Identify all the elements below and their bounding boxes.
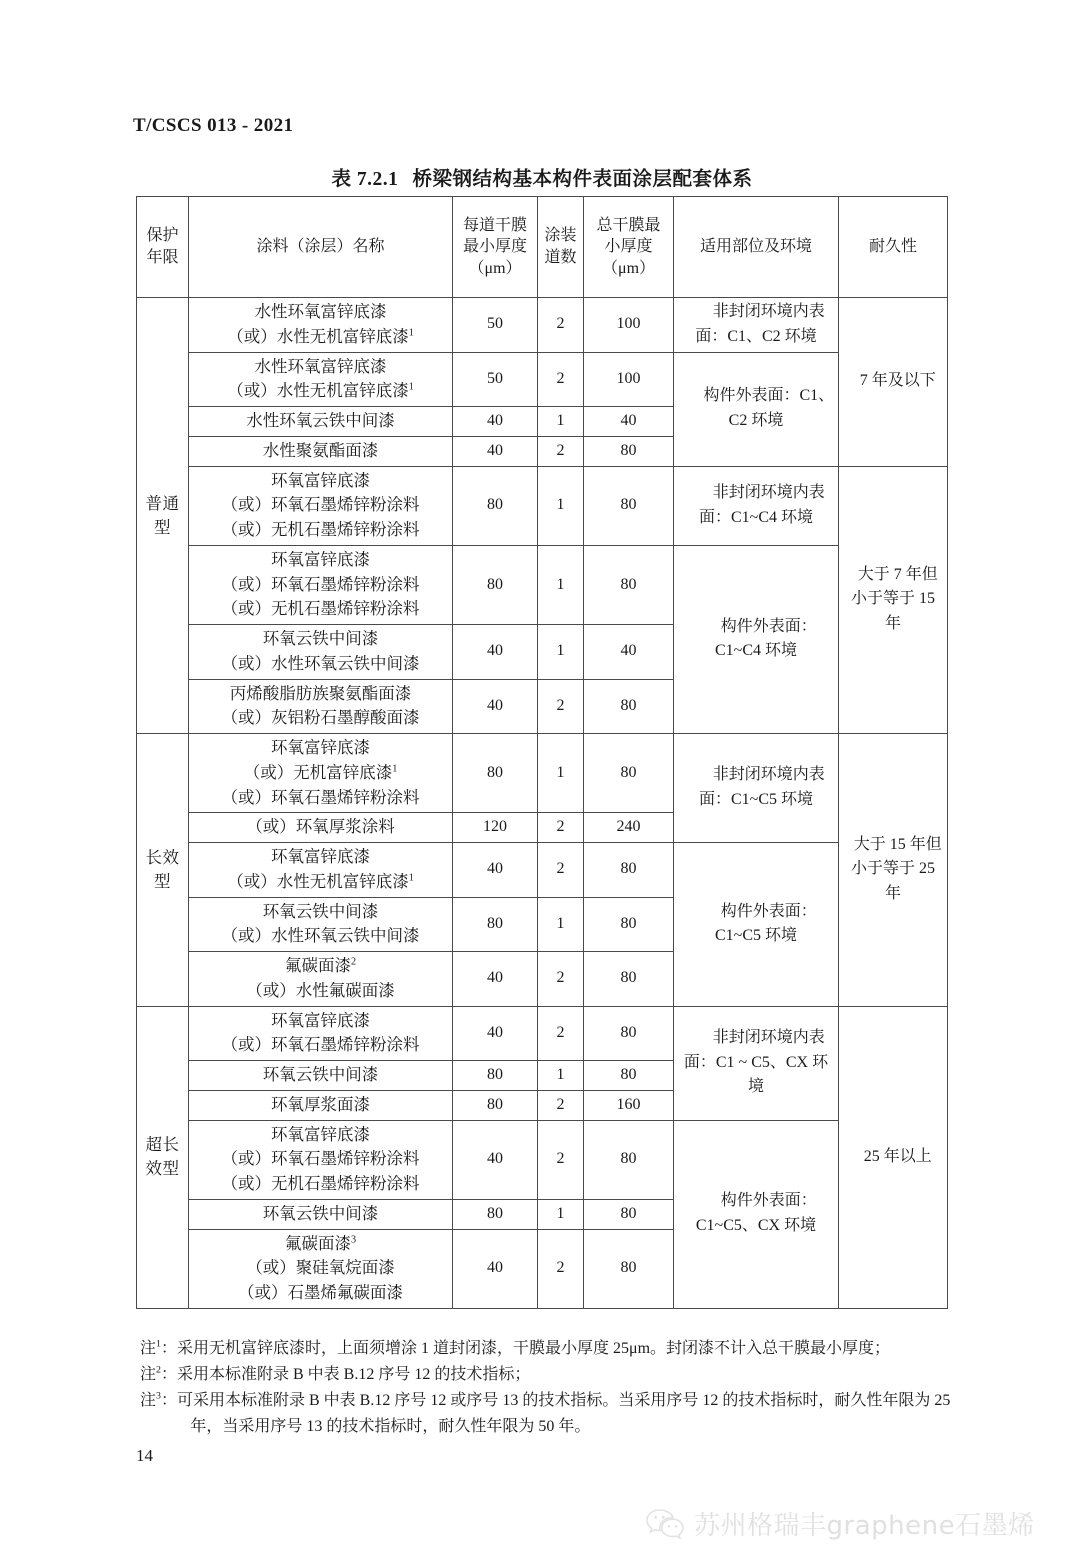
header-line: 年限 xyxy=(146,249,179,266)
cell-coating-name xyxy=(189,466,453,545)
cell-each-thickness: 80 xyxy=(453,466,538,545)
cell-total-thickness: 80 xyxy=(584,1006,674,1061)
coating-name-line: （或）无机石墨烯锌粉涂料 xyxy=(221,520,420,540)
table-header xyxy=(137,197,948,298)
header-line: 总干膜最 xyxy=(596,216,661,234)
table-header-row xyxy=(137,197,948,298)
cell-coat-count: 1 xyxy=(538,734,584,813)
cell-each-thickness: 40 xyxy=(453,436,538,466)
header-line: 每道干膜 xyxy=(462,216,527,234)
cell-coat-count: 1 xyxy=(538,545,584,624)
cell-coat-count: 2 xyxy=(538,679,584,734)
cell-each-thickness: 50 xyxy=(453,298,538,353)
cell-durability: 25 年以上 xyxy=(839,1006,948,1308)
cell-coat-count: 2 xyxy=(538,843,584,898)
table-row xyxy=(137,545,948,624)
cell-total-thickness: 80 xyxy=(584,1120,674,1199)
cell-each-thickness: 40 xyxy=(453,625,538,680)
cell-total-thickness: 100 xyxy=(584,352,674,407)
cell-each-thickness: 80 xyxy=(453,1199,538,1229)
footnote-marker: 1 xyxy=(408,381,414,393)
cell-coat-count: 2 xyxy=(538,1120,584,1199)
cell-total-thickness: 80 xyxy=(584,843,674,898)
header-coating-name: 涂料（涂层）名称 xyxy=(189,197,453,298)
coating-name-line: （或）环氧石墨烯锌粉涂料 xyxy=(221,574,420,594)
cell-coating-name xyxy=(189,1090,453,1120)
cell-coat-count: 2 xyxy=(538,1090,584,1120)
table-footnotes xyxy=(140,1336,952,1440)
coating-name-line: 水性环氧富锌底漆 xyxy=(254,356,387,376)
cell-coat-count: 2 xyxy=(538,436,584,466)
coating-name-line: （或）水性无机富锌底漆$^1$ xyxy=(227,381,414,401)
cell-total-thickness: 80 xyxy=(584,1061,674,1091)
cell-environment: 构件外表面：C1~C5 环境 xyxy=(674,843,839,1007)
cell-coating-name xyxy=(189,1006,453,1061)
cell-coating-name xyxy=(189,625,453,680)
table-caption-number: 表 7.2.1 xyxy=(331,169,399,190)
cell-coat-count: 2 xyxy=(538,813,584,843)
coating-name-line: 水性聚氨酯面漆 xyxy=(262,440,379,460)
footnote-label: 注$^1$： xyxy=(140,1338,177,1357)
footnote xyxy=(140,1336,952,1362)
footnote-text: 采用本标准附录 B 中表 B.12 序号 12 的技术指标； xyxy=(176,1365,531,1383)
table-row xyxy=(137,352,948,407)
watermark xyxy=(645,1505,1035,1542)
cell-coat-count: 2 xyxy=(538,1229,584,1308)
coating-name-line: 环氧富锌底漆 xyxy=(271,1010,370,1030)
coating-name-line: （或）水性环氧云铁中间漆 xyxy=(221,653,420,673)
footnote-marker: 3 xyxy=(156,1390,161,1402)
coating-name-line: （或）环氧厚浆涂料 xyxy=(246,817,395,837)
coating-name-line: 环氧富锌底漆 xyxy=(271,738,370,758)
cell-coating-name xyxy=(189,1120,453,1199)
cell-total-thickness: 160 xyxy=(584,1090,674,1120)
cell-total-thickness: 80 xyxy=(584,545,674,624)
footnote-marker: 2 xyxy=(156,1364,161,1376)
coating-name-line: 环氧云铁中间漆 xyxy=(262,629,379,649)
cell-each-thickness: 40 xyxy=(453,1229,538,1308)
cell-coat-count: 2 xyxy=(538,952,584,1007)
cell-each-thickness: 40 xyxy=(453,843,538,898)
cell-coating-name xyxy=(189,952,453,1007)
header-coat-count xyxy=(538,197,584,298)
coating-name-line: （或）水性无机富锌底漆$^1$ xyxy=(227,326,414,346)
standard-code-header: T/CSCS 013 - 2021 xyxy=(133,115,294,136)
coating-name-line: 环氧富锌底漆 xyxy=(271,470,370,490)
cell-total-thickness: 80 xyxy=(584,679,674,734)
cell-total-thickness: 240 xyxy=(584,813,674,843)
cell-protection-period xyxy=(137,734,189,1007)
cell-total-thickness: 80 xyxy=(584,897,674,952)
header-total-thickness xyxy=(584,197,674,298)
cell-coating-name xyxy=(189,352,453,407)
coating-name-line: 环氧富锌底漆 xyxy=(271,549,370,569)
cell-coating-name xyxy=(189,298,453,353)
coating-name-line: 水性环氧云铁中间漆 xyxy=(246,411,395,431)
coating-name-line: 丙烯酸脂肪族聚氨酯面漆 xyxy=(229,683,412,703)
cell-protection-period xyxy=(137,1006,189,1308)
footnote-marker: 1 xyxy=(156,1338,161,1350)
cell-each-thickness: 80 xyxy=(453,1061,538,1091)
coating-name-line: （或）无机石墨烯锌粉涂料 xyxy=(221,1174,420,1194)
cell-environment: 非封闭环境内表面：C1~C5 环境 xyxy=(674,734,839,843)
coating-name-line: 环氧云铁中间漆 xyxy=(262,1065,379,1085)
table-row xyxy=(137,1006,948,1061)
cell-total-thickness: 80 xyxy=(584,1199,674,1229)
cell-coating-name xyxy=(189,897,453,952)
header-line: 保护 xyxy=(146,227,179,245)
coating-name-line: 氟碳面漆$^2$ xyxy=(284,956,357,976)
cell-protection-period xyxy=(137,298,189,734)
cell-each-thickness: 40 xyxy=(453,952,538,1007)
table-row xyxy=(137,298,948,353)
coating-name-line: （或）灰铝粉石墨醇酸面漆 xyxy=(221,708,420,728)
cell-each-thickness: 80 xyxy=(453,897,538,952)
coating-name-line: 环氧云铁中间漆 xyxy=(262,901,379,921)
header-line: 道数 xyxy=(544,249,577,266)
coating-name-line: （或）水性氟碳面漆 xyxy=(246,980,395,1000)
wechat-icon xyxy=(645,1508,685,1540)
table-row xyxy=(137,734,948,813)
cell-total-thickness: 100 xyxy=(584,298,674,353)
footnote-marker: 1 xyxy=(392,763,398,775)
cell-total-thickness: 40 xyxy=(584,625,674,680)
cell-coat-count: 1 xyxy=(538,897,584,952)
cell-environment: 构件外表面：C1~C5、CX 环境 xyxy=(674,1120,839,1308)
cell-each-thickness: 40 xyxy=(453,679,538,734)
cell-coating-name xyxy=(189,1229,453,1308)
table-caption xyxy=(136,163,948,191)
cell-total-thickness: 80 xyxy=(584,1229,674,1308)
cell-coating-name xyxy=(189,734,453,813)
cell-environment: 非封闭环境内表面：C1 ~ C5、CX 环境 xyxy=(674,1006,839,1120)
cell-environment: 构件外表面：C1~C4 环境 xyxy=(674,545,839,733)
footnote-marker: 1 xyxy=(408,872,414,884)
coating-name-line: （或）水性无机富锌底漆$^1$ xyxy=(227,871,414,891)
footnote-text: 采用无机富锌底漆时，上面须增涂 1 道封闭漆，干膜最小厚度 25μm。封闭漆不计入总干膜最小厚度； xyxy=(176,1340,891,1357)
cell-each-thickness: 40 xyxy=(453,1120,538,1199)
header-line: 涂装 xyxy=(544,227,577,245)
footnote-label: 注$^3$： xyxy=(140,1390,177,1409)
cell-coat-count: 2 xyxy=(538,298,584,353)
header-line: （μm） xyxy=(468,259,522,277)
cell-total-thickness: 40 xyxy=(584,407,674,437)
footnote-text: 可采用本标准附录 B 中表 B.12 序号 12 或序号 13 的技术指标。当采用序号 12 的技术指标时，耐久性年限为 25 年，当采用序号 13 的技术指标时，耐久性年限为 50 年。 xyxy=(176,1391,951,1435)
cell-each-thickness: 40 xyxy=(453,407,538,437)
cell-coat-count: 1 xyxy=(538,466,584,545)
cell-environment: 非封闭环境内表面：C1~C4 环境 xyxy=(674,466,839,545)
coating-name-line: （或）无机石墨烯锌粉涂料 xyxy=(221,599,420,619)
cell-environment: 非封闭环境内表面：C1、C2 环境 xyxy=(674,298,839,353)
footnote-marker: 2 xyxy=(350,956,357,968)
cell-each-thickness: 80 xyxy=(453,734,538,813)
header-each-coat-thickness xyxy=(453,197,538,298)
protection-label-line: 超长 xyxy=(145,1135,180,1155)
coating-system-table xyxy=(136,196,948,1309)
cell-durability: 7 年及以下 xyxy=(839,298,948,467)
cell-coat-count: 1 xyxy=(538,1061,584,1091)
footnote-label: 注$^2$： xyxy=(140,1364,177,1383)
coating-name-line: （或）环氧石墨烯锌粉涂料 xyxy=(221,1035,420,1055)
page-number: 14 xyxy=(136,1446,153,1465)
cell-coating-name xyxy=(189,843,453,898)
footnote-marker: 1 xyxy=(408,327,414,339)
header-line: 最小厚度 xyxy=(462,238,527,256)
header-line: （μm） xyxy=(601,259,656,277)
cell-coating-name xyxy=(189,679,453,734)
cell-coat-count: 1 xyxy=(538,1199,584,1229)
coating-name-line: （或）环氧石墨烯锌粉涂料 xyxy=(221,1149,420,1169)
header-environment: 适用部位及环境 xyxy=(674,197,839,298)
footnote-marker: 3 xyxy=(350,1234,357,1246)
cell-environment: 构件外表面：C1、C2 环境 xyxy=(674,352,839,466)
cell-durability: 大于 15 年但小于等于 25 年 xyxy=(839,734,948,1007)
footnote xyxy=(140,1362,952,1388)
cell-each-thickness: 50 xyxy=(453,352,538,407)
cell-each-thickness: 120 xyxy=(453,813,538,843)
coating-name-line: （或）环氧石墨烯锌粉涂料 xyxy=(221,495,420,515)
coating-name-line: 环氧厚浆面漆 xyxy=(271,1094,370,1114)
cell-coat-count: 2 xyxy=(538,352,584,407)
cell-each-thickness: 80 xyxy=(453,1090,538,1120)
cell-coating-name xyxy=(189,1199,453,1229)
table-row xyxy=(137,466,948,545)
cell-durability: 大于 7 年但小于等于 15 年 xyxy=(839,466,948,734)
coating-name-line: （或）环氧石墨烯锌粉涂料 xyxy=(221,787,420,807)
coating-name-line: 环氧富锌底漆 xyxy=(271,1124,370,1144)
cell-total-thickness: 80 xyxy=(584,436,674,466)
cell-coating-name xyxy=(189,813,453,843)
footnote xyxy=(140,1388,952,1440)
protection-label-line: 普通型 xyxy=(145,493,180,537)
cell-each-thickness: 80 xyxy=(453,545,538,624)
cell-coating-name xyxy=(189,545,453,624)
header-protection-period xyxy=(137,197,189,298)
coating-name-line: （或）石墨烯氟碳面漆 xyxy=(238,1283,403,1303)
coating-name-line: 水性环氧富锌底漆 xyxy=(254,302,387,322)
cell-coat-count: 1 xyxy=(538,625,584,680)
coating-name-line: （或）无机富锌底漆$^1$ xyxy=(243,762,398,782)
cell-coating-name xyxy=(189,436,453,466)
coating-name-line: 环氧云铁中间漆 xyxy=(262,1203,379,1223)
coating-name-line: （或）水性环氧云铁中间漆 xyxy=(221,926,420,946)
table-body xyxy=(137,298,948,1309)
table-row xyxy=(137,843,948,898)
cell-coating-name xyxy=(189,1061,453,1091)
cell-total-thickness: 80 xyxy=(584,466,674,545)
cell-each-thickness: 40 xyxy=(453,1006,538,1061)
cell-total-thickness: 80 xyxy=(584,734,674,813)
header-durability: 耐久性 xyxy=(839,197,948,298)
cell-total-thickness: 80 xyxy=(584,952,674,1007)
table-caption-title: 桥梁钢结构基本构件表面涂层配套体系 xyxy=(412,169,753,190)
coating-name-line: 氟碳面漆$^3$ xyxy=(284,1233,357,1253)
cell-coat-count: 2 xyxy=(538,1006,584,1061)
protection-label-line: 效型 xyxy=(145,1159,180,1179)
cell-coating-name xyxy=(189,407,453,437)
header-line: 小厚度 xyxy=(604,238,653,256)
coating-name-line: （或）聚硅氧烷面漆 xyxy=(246,1258,395,1278)
watermark-text: 苏州格瑞丰graphene石墨烯 xyxy=(694,1511,1035,1541)
coating-name-line: 环氧富锌底漆 xyxy=(271,847,370,867)
table-row xyxy=(137,1120,948,1199)
cell-coat-count: 1 xyxy=(538,407,584,437)
protection-label-line: 长效型 xyxy=(145,847,180,891)
